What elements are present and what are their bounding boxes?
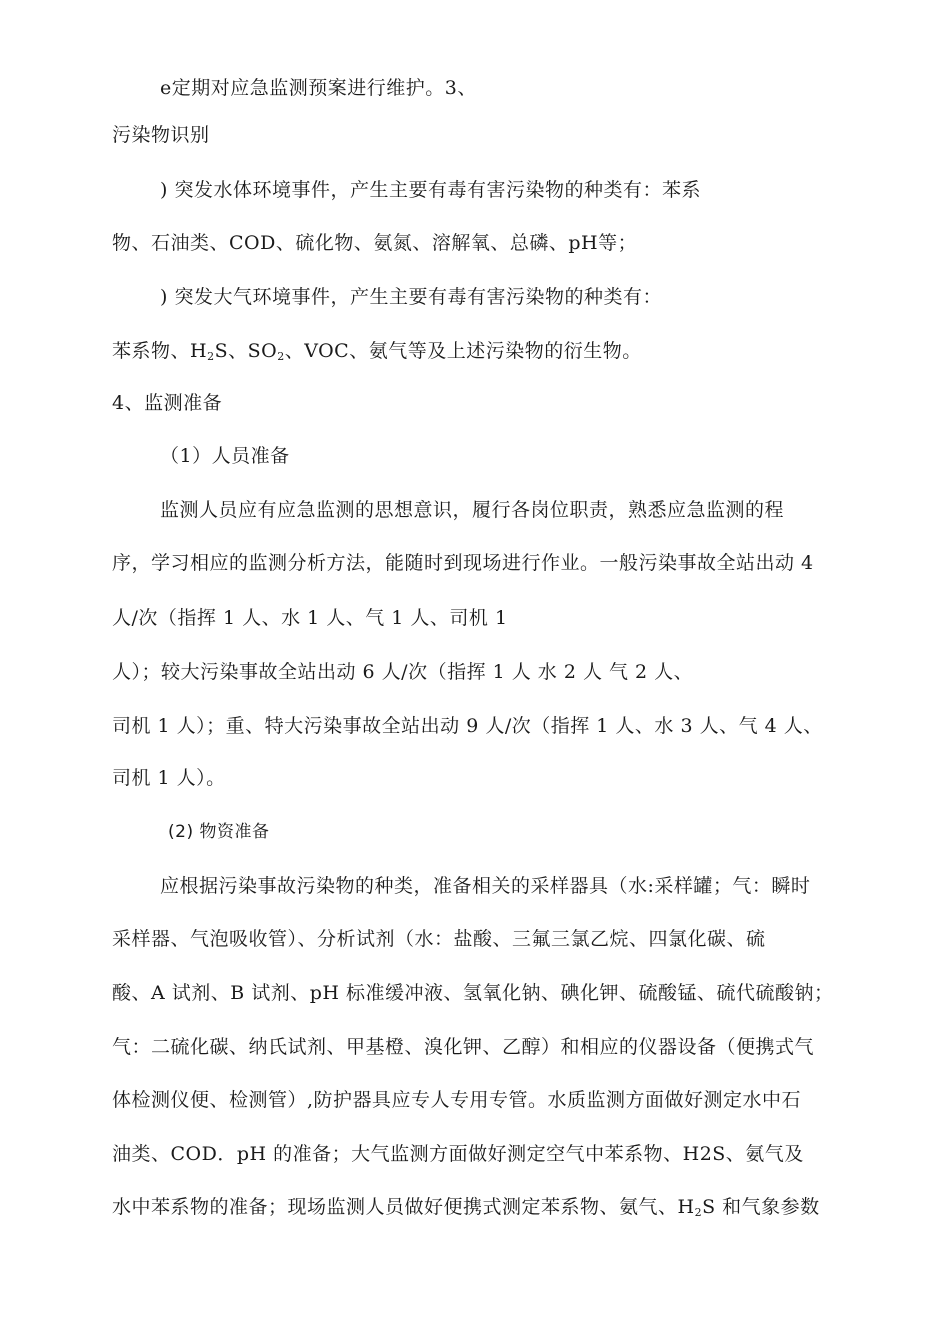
text-line: 酸、A 试剂、B 试剂、pH 标准缓冲液、氢氧化钠、碘化钾、硫酸锰、硫代硫酸钠； (112, 982, 834, 1004)
text-line: ) 突发水体环境事件，产生主要有毒有害污染物的种类有：苯系 (160, 179, 701, 201)
subscript: 2 (207, 350, 215, 363)
text-line: 司机 1 人）；重、特大污染事故全站出动 9 人/次（指挥 1 人、水 3 人、气 4 人、 (112, 715, 823, 737)
text-line: 体检测仪便、检测管）,防护器具应专人专用专管。水质监测方面做好测定水中石 (112, 1089, 802, 1111)
text-line: 物、石油类、COD、硫化物、氨氮、溶解氧、总磷、pH等； (112, 232, 638, 254)
subsection-heading: (2) 物资准备 (168, 822, 270, 842)
text-fragment: 水中苯系物的准备；现场监测人员做好便携式测定苯系物、氨气、H (112, 1196, 695, 1218)
section-heading: 4、监测准备 (112, 392, 223, 414)
text-line: 序，学习相应的监测分析方法，能随时到现场进行作业。一般污染事故全站出动 4 (112, 552, 814, 574)
section-heading: 污染物识别 (112, 124, 210, 146)
text-line (112, 1194, 820, 1220)
text-line: 司机 1 人）。 (112, 767, 226, 789)
text-line: 应根据污染事故污染物的种类，准备相关的采样器具（水:采样罐；气：瞬时 (160, 875, 811, 897)
subsection-heading: （1）人员准备 (160, 445, 290, 467)
text-fragment: S、SO (214, 340, 278, 362)
text-line: 人/次（指挥 1 人、水 1 人、气 1 人、司机 1 (112, 607, 508, 629)
text-line: ) 突发大气环境事件，产生主要有毒有害污染物的种类有： (160, 286, 662, 308)
text-fragment: 、VOC、氨气等及上述污染物的衍生物。 (284, 340, 642, 362)
text-line: 油类、COD．pH 的准备；大气监测方面做好测定空气中苯系物、H2S、氨气及 (112, 1143, 804, 1165)
text-line: 监测人员应有应急监测的思想意识，履行各岗位职责，熟悉应急监测的程 (160, 499, 785, 521)
subscript: 2 (694, 1206, 703, 1219)
text-fragment: 苯系物、H (112, 340, 208, 362)
text-line: 人）；较大污染事故全站出动 6 人/次（指挥 1 人 水 2 人 气 2 人、 (112, 661, 694, 683)
text-line: 气：二硫化碳、纳氏试剂、甲基橙、溴化钾、乙醇）和相应的仪器设备（便携式气 (112, 1036, 815, 1058)
text-line (112, 338, 642, 364)
subscript: 2 (277, 350, 285, 363)
text-line: e定期对应急监测预案进行维护。3、 (160, 77, 477, 99)
text-fragment: S 和气象参数 (702, 1196, 820, 1218)
text-line: 采样器、气泡吸收管）、分析试剂（水：盐酸、三氟三氯乙烷、四氯化碳、硫 (112, 928, 766, 950)
